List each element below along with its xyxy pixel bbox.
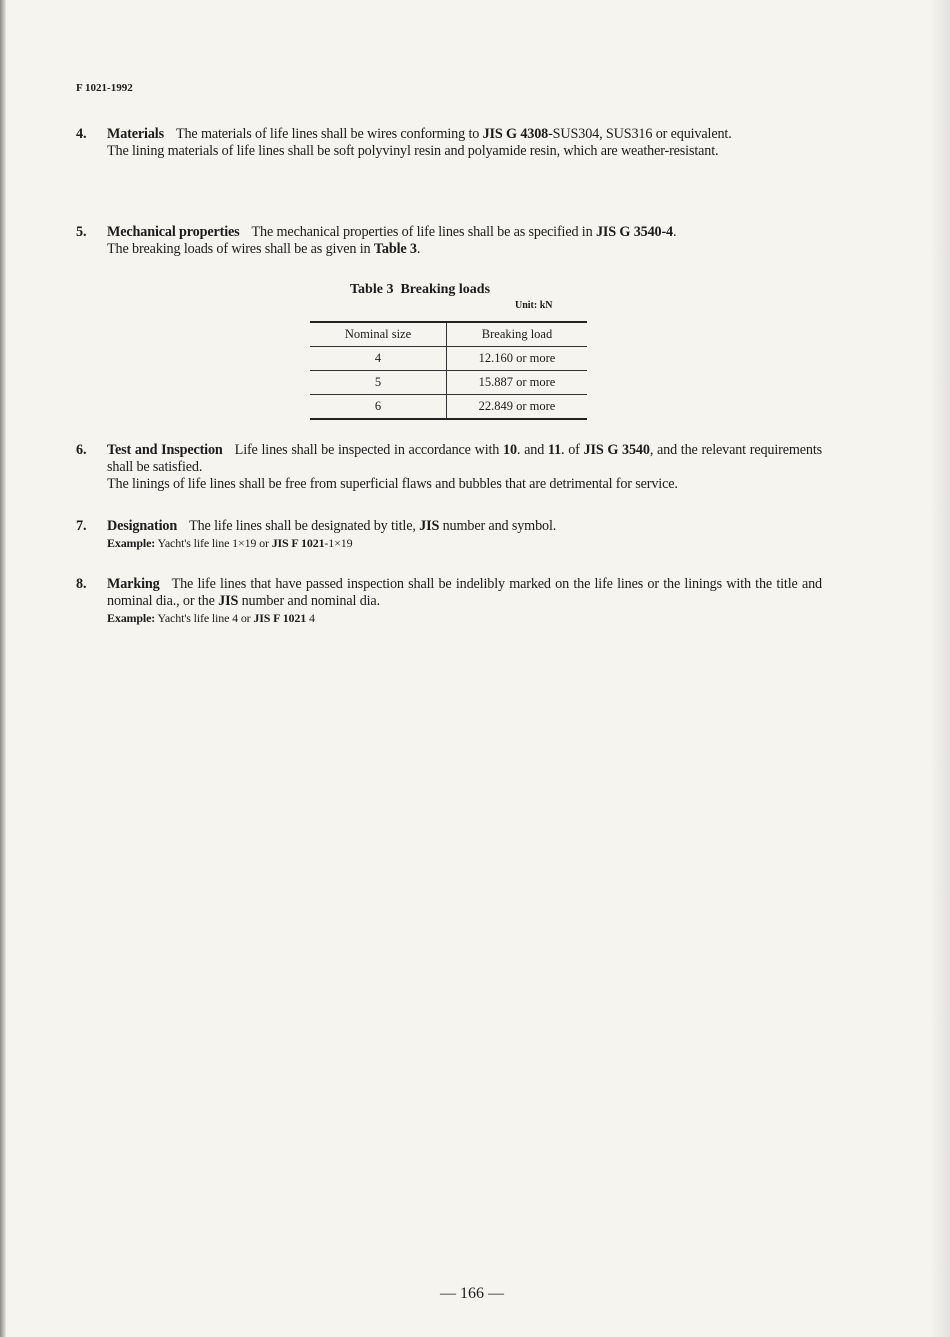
table-row — [310, 347, 587, 371]
text: . of — [561, 442, 584, 458]
standard-ref: JIS — [419, 518, 440, 534]
section-number: 4. — [76, 126, 87, 142]
text: The life lines that have passed inspection shall be indelibly marked on the life lines or the linings with the title and nominal dia., or the — [107, 576, 822, 609]
text: Life lines shall be inspected in accordance with — [234, 442, 504, 458]
table-caption: Table 3 Breaking loads — [350, 282, 491, 297]
cell: 12.160 or more — [447, 347, 588, 371]
section-materials — [76, 126, 822, 160]
text: , and the relevant requirements shall be satisfied. — [107, 442, 823, 475]
section-designation — [76, 518, 822, 552]
example-label: Example: — [107, 611, 156, 625]
cell: 5 — [310, 371, 447, 395]
clause-ref: 11 — [547, 442, 562, 458]
text: . — [672, 224, 677, 240]
text: -SUS304, SUS316 or equivalent. — [548, 126, 732, 142]
standard-ref: JIS G 4308 — [482, 126, 549, 142]
section-number: 8. — [76, 576, 87, 592]
section-number: 6. — [76, 442, 87, 458]
example-label: Example: — [107, 536, 156, 550]
text: The mechanical properties of life lines shall be as specified in — [251, 224, 596, 240]
section-mechanical-properties — [76, 224, 822, 258]
standard-ref: JIS F 1021 — [271, 536, 325, 550]
text: 4 — [306, 611, 315, 625]
text: number and symbol. — [439, 518, 557, 534]
standard-ref: JIS G 3540-4 — [595, 224, 673, 240]
text: number and nominal dia. — [238, 593, 380, 609]
paragraph: The lining materials of life lines shall be soft polyvinyl resin and polyamide resin, which are weather-resistant. — [107, 143, 719, 159]
cell: 4 — [310, 347, 447, 371]
standard-ref: JIS — [218, 593, 239, 609]
section-number: 5. — [76, 224, 87, 240]
column-header: Nominal size — [310, 322, 447, 347]
scan-edge — [0, 0, 6, 1337]
section-number: 7. — [76, 518, 87, 534]
section-title: Marking — [107, 576, 160, 592]
scan-shadow — [930, 0, 950, 1337]
text: The life lines shall be designated by title, — [189, 518, 420, 534]
standard-ref: JIS F 1021 — [253, 611, 307, 625]
cell: 22.849 or more — [478, 399, 556, 413]
section-title: Test and Inspection — [107, 442, 223, 458]
text: Yacht's life line 4 or — [155, 611, 254, 625]
cell: 15.887 or more — [447, 371, 588, 395]
cell: 6 — [310, 395, 447, 420]
column-header: Breaking load — [447, 322, 588, 347]
table-ref: Table 3 — [373, 241, 417, 257]
text: -1×19 — [324, 536, 353, 550]
text: The breaking loads of wires shall be as given in — [107, 241, 374, 257]
table-unit: Unit: kN — [515, 300, 553, 311]
section-title: Mechanical properties — [107, 224, 240, 240]
clause-ref: 10 — [503, 442, 517, 458]
section-marking — [76, 576, 822, 627]
table-header-row — [310, 322, 587, 347]
section-test-and-inspection — [76, 442, 822, 493]
section-title: Designation — [107, 518, 178, 534]
document-header: F 1021-1992 — [76, 82, 133, 94]
section-title: Materials — [107, 126, 164, 142]
table-row — [310, 371, 587, 395]
table-row — [310, 395, 587, 420]
paragraph: The linings of life lines shall be free from superficial flaws and bubbles that are detrimental for service. — [107, 476, 678, 492]
breaking-loads-table — [310, 321, 587, 420]
standard-ref: JIS G 3540 — [583, 442, 650, 458]
text: The materials of life lines shall be wires conforming to — [175, 126, 483, 142]
text: . and — [516, 442, 548, 458]
text: . — [416, 241, 421, 257]
page-number: — 166 — — [440, 1285, 504, 1302]
text: Yacht's life line 1×19 or — [155, 536, 272, 550]
